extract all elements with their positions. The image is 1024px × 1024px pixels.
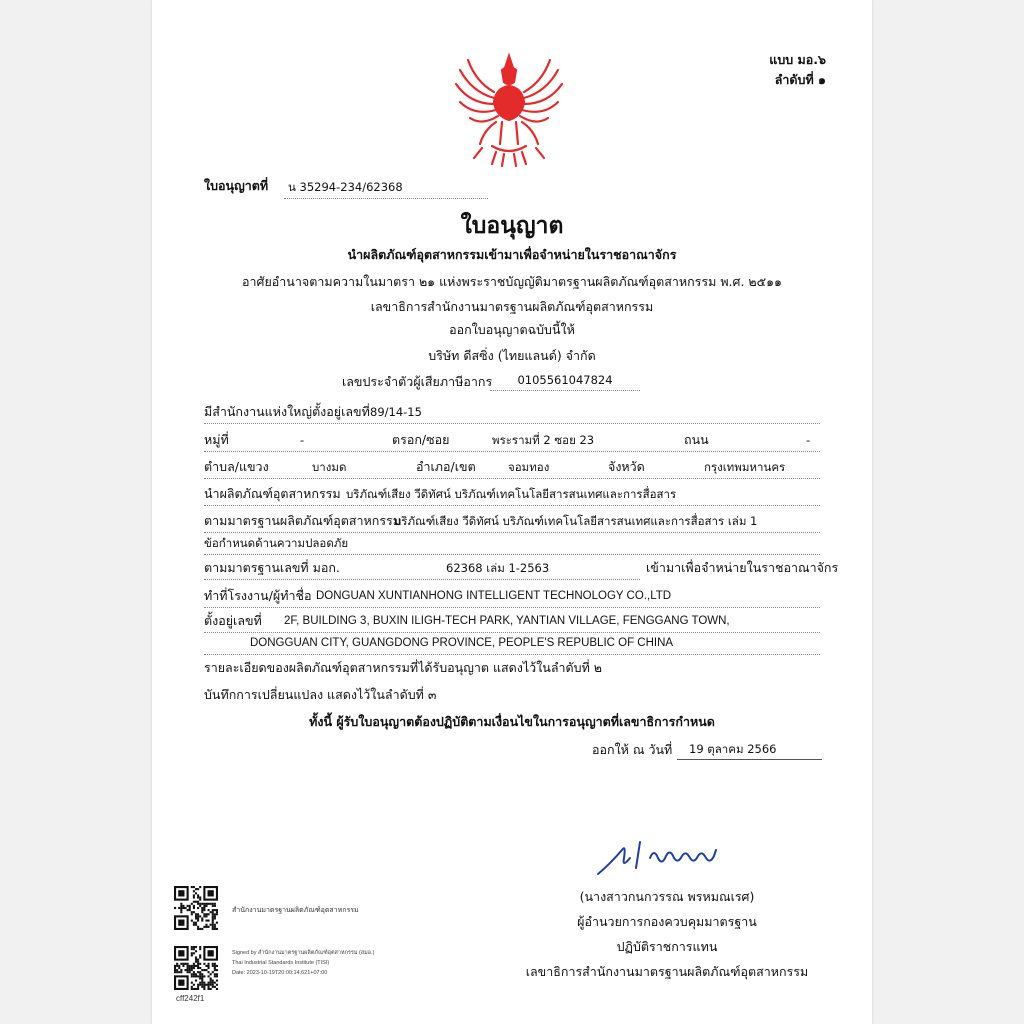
moo-label: หมู่ที่ — [204, 432, 229, 447]
tax-id-label: เลขประจำตัวผู้เสียภาษีอากร — [342, 374, 493, 389]
standard-value-2: ข้อกำหนดด้านความปลอดภัย — [204, 536, 349, 550]
product-label: นำผลิตภัณฑ์อุตสาหกรรม — [204, 486, 341, 501]
permit-document — [152, 0, 872, 1024]
tax-id-value: 0105561047824 — [490, 370, 640, 391]
permit-number-row — [204, 176, 584, 200]
tax-id-row — [342, 372, 782, 392]
signed-org: Thai Industrial Standards Institute (TISI) — [232, 960, 330, 966]
signature-qr-code-icon — [174, 946, 218, 990]
factory-value: DONGUAN XUNTIANHONG INTELLIGENT TECHNOLOGY CO.,LTD — [316, 590, 672, 602]
product-value: บริภัณฑ์เสียง วีดิทัศน์ บริภัณฑ์เทคโนโลยีสารสนเทศและการสื่อสาร — [346, 487, 677, 501]
signed-date: Date: 2023-10-19T20:00:14.621+07:00 — [232, 970, 328, 976]
location-line-2: DONGGUAN CITY, GUANGDONG PROVINCE, PEOPLE'S REPUBLIC OF CHINA — [250, 637, 674, 649]
tis-row — [204, 558, 839, 578]
soi-label: ตรอก/ซอย — [392, 432, 450, 447]
location-line-1: 2F, BUILDING 3, BUXIN ILIGH-TECH PARK, YANTIAN VILLAGE, FENGGANG TOWN, — [284, 615, 730, 627]
qr-code-id: cff242f1 — [176, 994, 205, 1003]
garuda-emblem-icon — [452, 52, 567, 170]
hq-value: 89/14-15 — [370, 405, 422, 419]
subdistrict-label: ตำบล/แขวง — [204, 459, 269, 474]
standard-label: ตามมาตรฐานผลิตภัณฑ์อุตสาหกรรม — [204, 513, 401, 528]
order-number: ลำดับที่ ๑ — [774, 72, 826, 87]
signatory-position: ผู้อำนวยการกองควบคุมมาตรฐาน — [577, 914, 757, 929]
authority-line: อาศัยอำนาจตามความในมาตรา ๒๑ แห่งพระราชบัญญัติมาตรฐานผลิตภัณฑ์อุตสาหกรรม พ.ศ. ๒๕๑๑ — [242, 274, 782, 289]
signatory-name: (นางสาวกนกวรรณ พรหมณเรศ) — [579, 889, 755, 904]
address-row-2 — [204, 457, 820, 477]
digital-signature-info — [232, 948, 374, 978]
soi-value: พระรามที่ 2 ซอย 23 — [492, 433, 595, 447]
signatory-acting: ปฏิบัติราชการแทน — [616, 939, 718, 954]
province-label: จังหวัด — [608, 459, 645, 474]
factory-label: ทำที่โรงงาน/ผู้ทำชื่อ — [204, 588, 312, 603]
road-label: ถนน — [684, 432, 709, 447]
issue-line: ออกใบอนุญาตฉบับนี้ให้ — [449, 322, 575, 337]
address-row-1 — [204, 430, 820, 450]
signature-icon — [592, 828, 732, 884]
road-value: - — [806, 433, 811, 447]
standard-row — [204, 511, 820, 531]
standard-value: บริภัณฑ์เสียง วีดิทัศน์ บริภัณฑ์เทคโนโลยีสารสนเทศและการสื่อสาร เล่ม 1 — [394, 514, 758, 528]
document-subtitle: นำผลิตภัณฑ์อุตสาหกรรมเข้ามาเพื่อจำหน่ายในราชอาณาจักร — [347, 247, 677, 262]
company-name: บริษัท ดีสซิ่ง (ไทยแลนด์) จำกัด — [428, 348, 596, 363]
document-title: ใบอนุญาต — [460, 213, 564, 239]
details-note: รายละเอียดของผลิตภัณฑ์อุตสาหกรรมที่ได้รับอนุญาต แสดงไว้ในลำดับที่ ๒ — [204, 660, 603, 675]
moo-value: - — [300, 433, 305, 447]
issued-date-value: 19 ตุลาคม 2566 — [677, 738, 822, 760]
tis-label: ตามมาตรฐานเลขที่ มอก. — [204, 560, 340, 575]
signed-by: Signed by สำนักงานมาตรฐานผลิตภัณฑ์อุตสาหกรรม (สมอ.) — [232, 950, 375, 956]
standard-row-2 — [204, 533, 820, 553]
signatory-block — [512, 884, 822, 984]
tis-value: 62368 เล่ม 1-2563 — [446, 561, 550, 575]
issuer-line: เลขาธิการสำนักงานมาตรฐานผลิตภัณฑ์อุตสาหกรรม — [370, 299, 654, 314]
qr-code-icon — [174, 886, 218, 930]
form-header — [626, 50, 826, 90]
closing-statement: ทั้งนี้ ผู้รับใบอนุญาตต้องปฏิบัติตามเงื่อนไขในการอนุญาตที่เลขาธิการกำหนด — [309, 714, 715, 729]
subdistrict-value: บางมด — [312, 460, 347, 474]
district-label: อำเภอ/เขต — [416, 459, 476, 474]
qr-label: สำนักงานมาตรฐานผลิตภัณฑ์อุตสาหกรรม — [232, 906, 359, 914]
factory-row — [204, 586, 820, 606]
permit-number-value: น 35294-234/62368 — [284, 176, 488, 199]
tis-suffix: เข้ามาเพื่อจำหน่ายในราชอาณาจักร — [646, 560, 839, 575]
district-value: จอมทอง — [508, 460, 550, 474]
location-label: ตั้งอยู่เลขที่ — [204, 613, 262, 628]
location-row-1 — [204, 611, 820, 631]
product-row — [204, 484, 820, 504]
location-row-2 — [204, 633, 820, 653]
province-value: กรุงเทพมหานคร — [704, 460, 786, 474]
hq-row — [204, 402, 820, 422]
issued-date-label: ออกให้ ณ วันที่ — [592, 742, 673, 757]
signatory-title: เลขาธิการสำนักงานมาตรฐานผลิตภัณฑ์อุตสาหกรรม — [525, 964, 809, 979]
form-code: แบบ มอ.๖ — [769, 52, 826, 67]
changes-note: บันทึกการเปลี่ยนแปลง แสดงไว้ในลำดับที่ ๓ — [204, 687, 437, 702]
permit-number-label: ใบอนุญาตที่ — [204, 178, 269, 193]
issued-date-row — [592, 740, 822, 762]
hq-label: มีสำนักงานแห่งใหญ่ตั้งอยู่เลขที่ — [204, 404, 370, 419]
